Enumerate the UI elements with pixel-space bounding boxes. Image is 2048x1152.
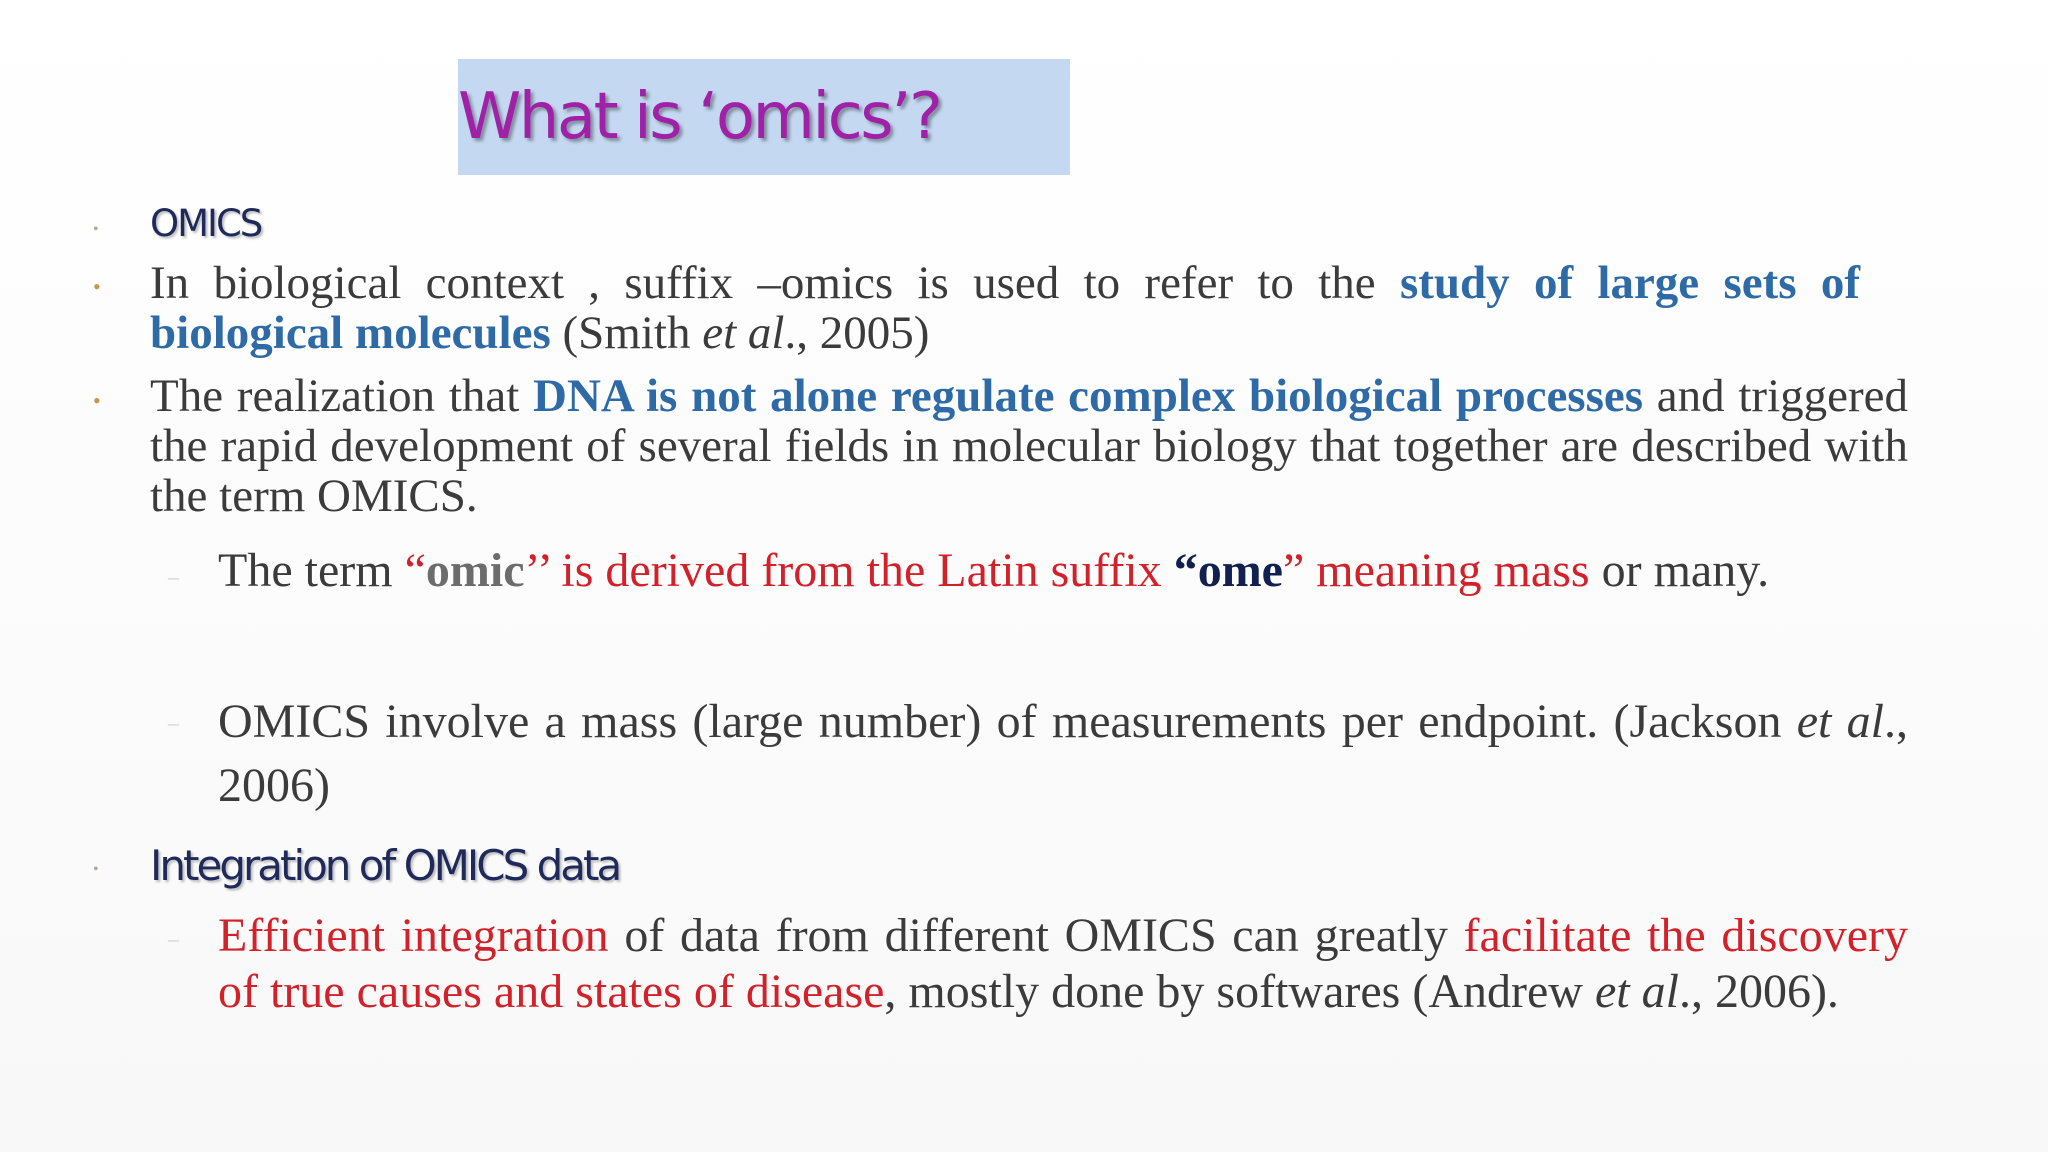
quote-mark: “ (1173, 544, 1198, 597)
emphasis-navy: ome (1197, 544, 1283, 597)
bullet-icon: • (93, 388, 101, 413)
dash-icon: – (168, 710, 179, 735)
heading-integration: Integration of OMICS data (150, 841, 620, 890)
citation-italic: et al (1594, 965, 1679, 1018)
paragraph-term-omic (218, 546, 1918, 596)
heading-omics: OMICS (150, 202, 262, 245)
paragraph-realization (150, 371, 1908, 521)
text-run: ., 2006). (1678, 965, 1839, 1018)
text-run: or many. (1589, 544, 1770, 597)
emphasis-blue: DNA is not alone regulate complex biological processes (533, 370, 1644, 422)
text-run: , mostly done by softwares (Andrew (884, 965, 1595, 1018)
text-run: In biological context , suffix –omics is used to refer to the (150, 257, 1400, 309)
paragraph-omics-involve (218, 690, 1908, 818)
citation-italic: et al (702, 307, 785, 359)
slide-title: What is ‘omics’? (458, 80, 941, 154)
text-run: The realization that (150, 370, 534, 422)
dash-icon: – (168, 564, 179, 589)
paragraph-integration (218, 908, 1908, 1020)
emphasis-red: ” meaning mass (1282, 544, 1590, 597)
text-run: of data from different OMICS can greatly (608, 909, 1464, 962)
emphasis-red: “ (404, 544, 426, 597)
citation-italic: et al (1796, 695, 1884, 748)
emphasis-red: facilitate the discovery of true causes and states of disease (218, 909, 1909, 1018)
text-run: (Smith (550, 307, 703, 359)
emphasis-grey: omic (425, 544, 525, 597)
paragraph-definition (150, 258, 1860, 358)
text-run: ., 2006) (218, 695, 1908, 812)
dash-icon: – (168, 926, 179, 951)
emphasis-red: Efficient integration (218, 909, 609, 962)
bullet-icon: • (93, 274, 101, 299)
bullet-icon: • (93, 861, 99, 878)
text-run: and triggered the rapid development of several fields in molecular biology that together are described with the term OMICS. (150, 370, 1908, 522)
emphasis-red: ’’ is derived from the Latin suffix (524, 544, 1174, 597)
text-run: ., 2005) (784, 307, 930, 359)
emphasis-blue: study of large sets of biological molecules (150, 257, 1860, 359)
text-run: The term (218, 544, 405, 597)
text-run: OMICS involve a mass (large number) of measurements per endpoint. (Jackson (218, 695, 1797, 748)
bullet-icon: • (93, 221, 99, 238)
